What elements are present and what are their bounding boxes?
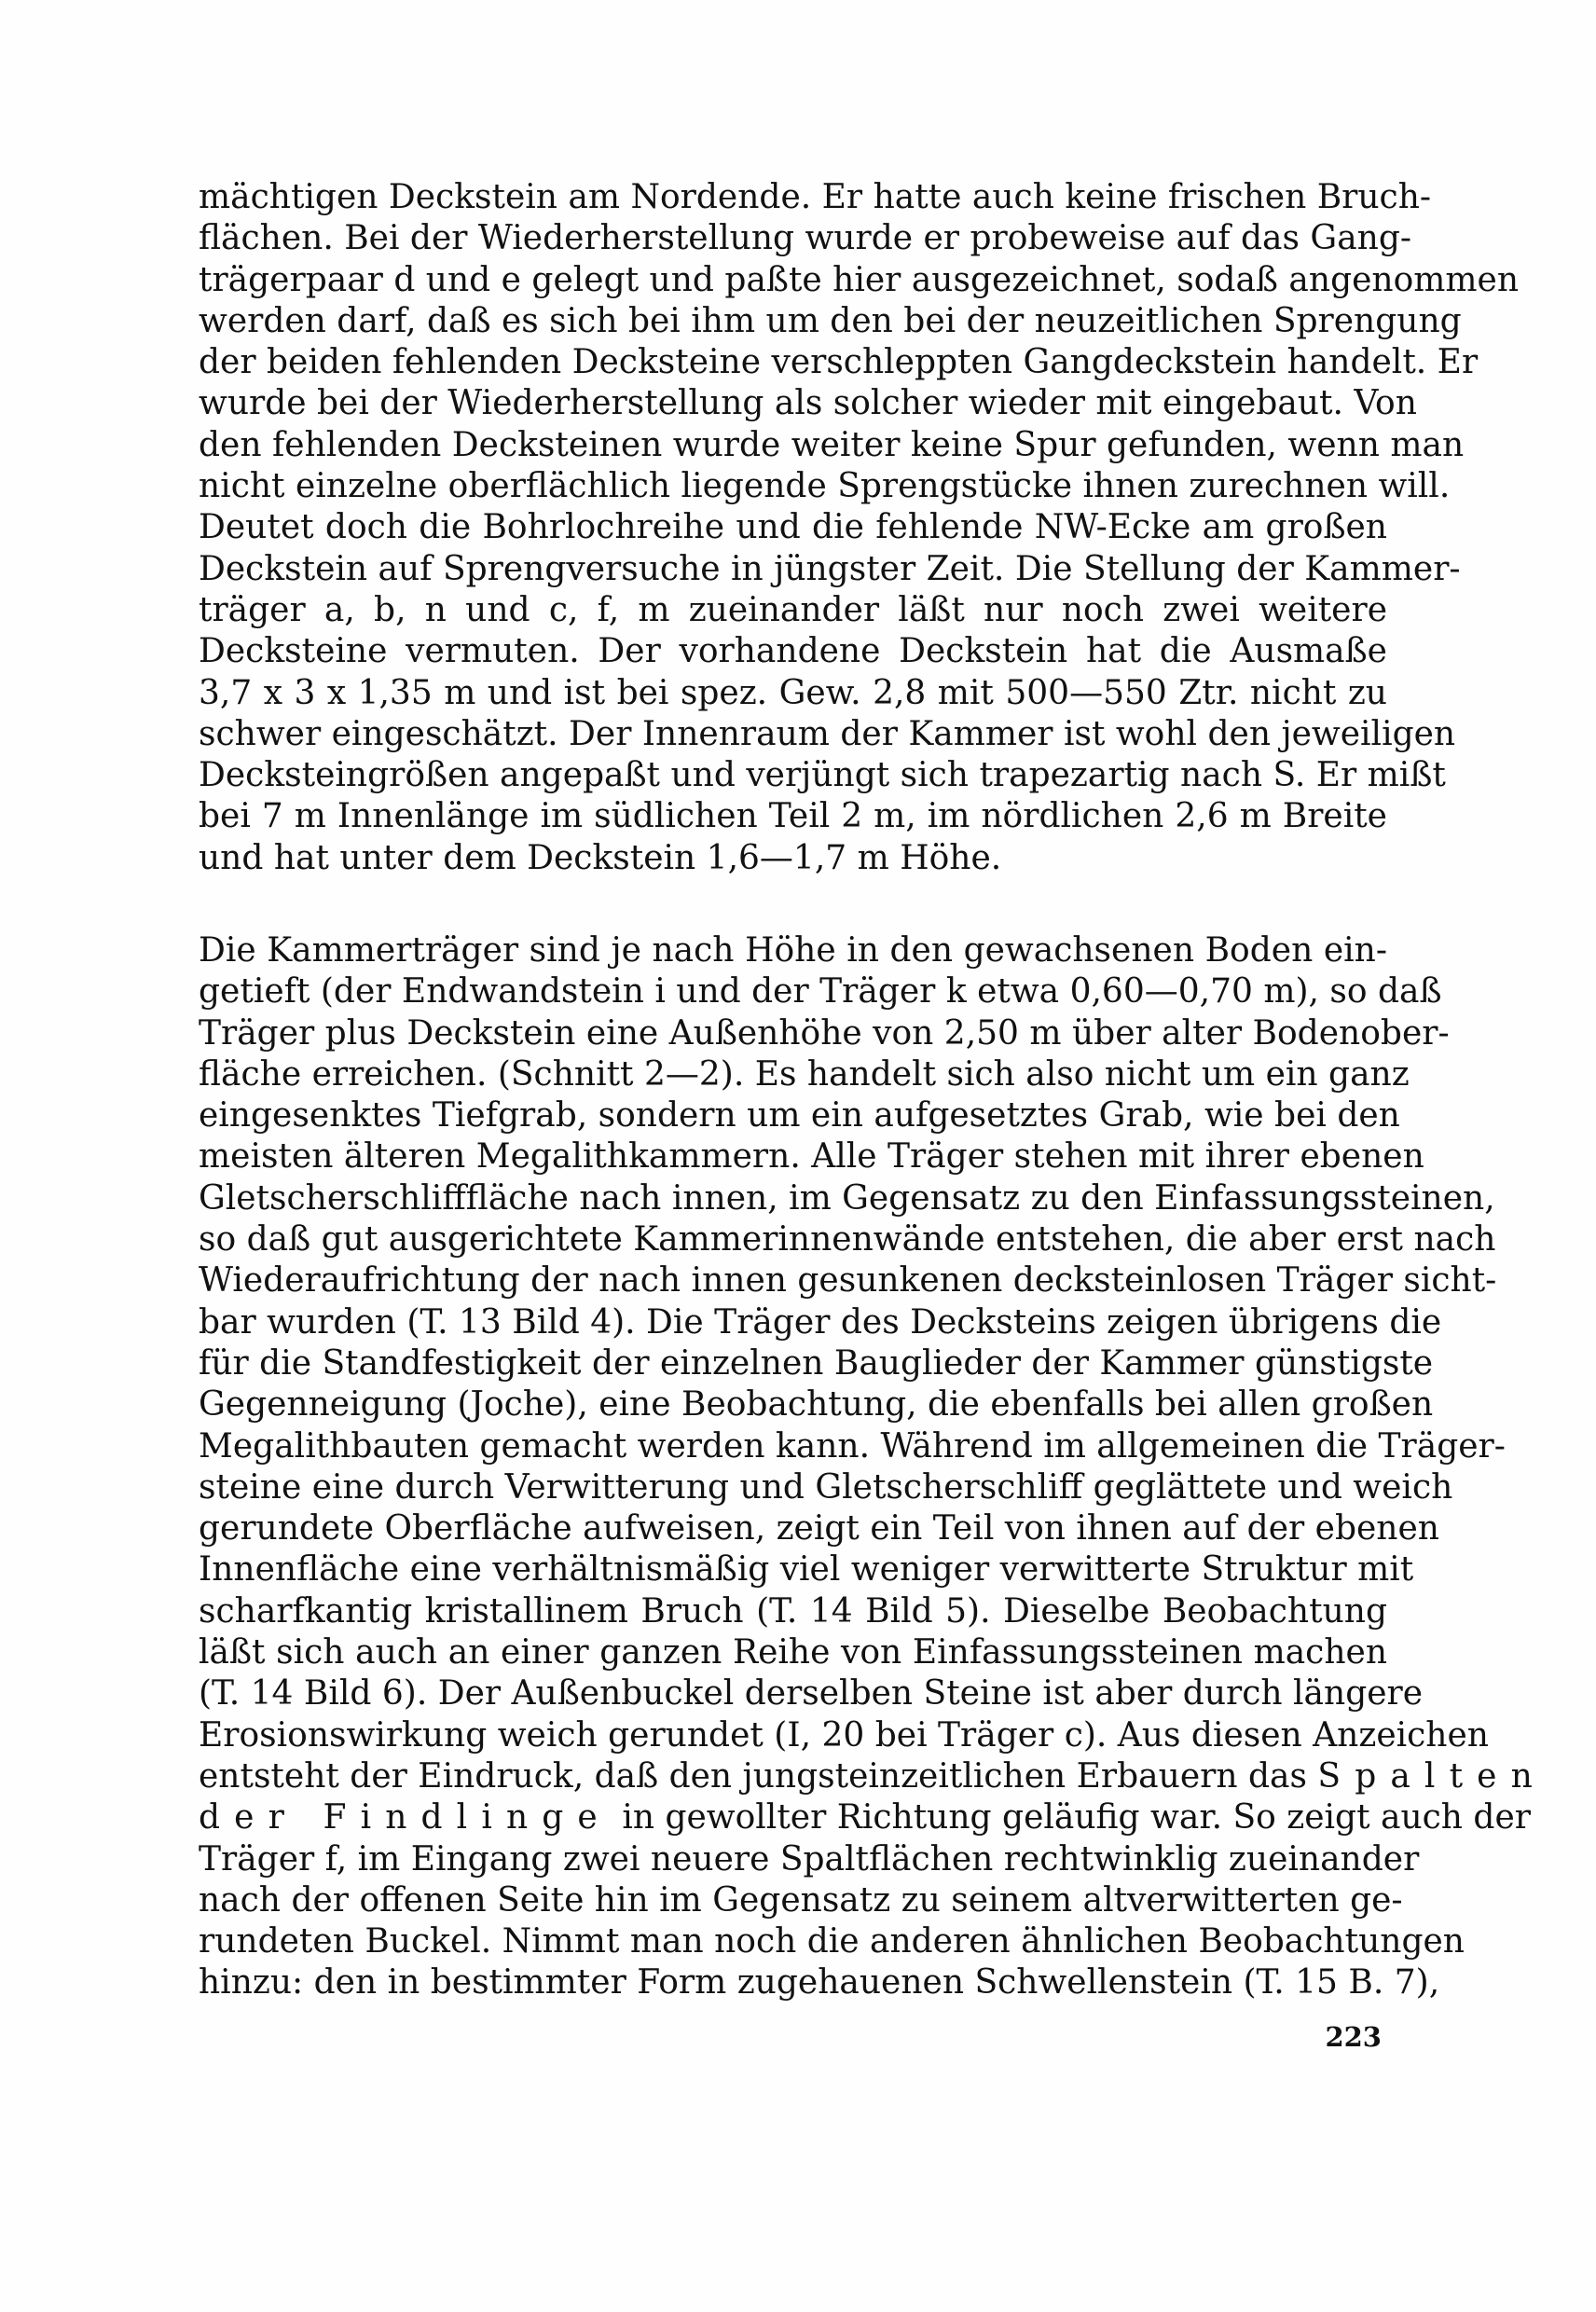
text-line: meisten älteren Megalithkammern. Alle Träger stehen mit ihrer ebenen	[199, 1137, 1424, 1177]
text-line: flächen. Bei der Wiederherstellung wurde er probeweise auf das Gang-	[199, 219, 1412, 258]
text-line: Gletscherschlifffläche nach innen, im Gegensatz zu den Einfassungssteinen,	[199, 1178, 1495, 1218]
text-line: und hat unter dem Deckstein 1,6—1,7 m Höhe.	[199, 838, 1002, 877]
page-number: 223	[1325, 2021, 1382, 2053]
text-line	[199, 1756, 1547, 1797]
text-line: Innenfläche eine verhältnismäßig viel weniger verwitterte Struktur mit	[199, 1550, 1414, 1590]
text-line: für die Standfestigkeit der einzelnen Bauglieder der Kammer günstigste	[199, 1343, 1434, 1383]
text-line: Die Kammerträger sind je nach Höhe in den gewachsenen Boden ein-	[199, 931, 1387, 970]
text-line: schwer eingeschätzt. Der Innenraum der Kammer ist wohl den jeweiligen	[199, 714, 1456, 753]
text-line: rundeten Buckel. Nimmt man noch die anderen ähnlichen Beobachtungen	[199, 1922, 1465, 1961]
text-line: Träger f, im Eingang zwei neuere Spaltflächen rechtwinklig zueinander	[199, 1839, 1420, 1878]
text-line: hinzu: den in bestimmter Form zugehauenen Schwellenstein (T. 15 B. 7),	[199, 1963, 1440, 2002]
text-line: bei 7 m Innenlänge im südlichen Teil 2 m, im nördlichen 2,6 m Breite	[199, 797, 1387, 836]
text-line: Träger plus Deckstein eine Außenhöhe von 2,50 m über alter Bodenober-	[199, 1013, 1450, 1053]
text-segment: entsteht der Eindruck, daß den jungsteinzeitlichen Erbauern das	[199, 1756, 1307, 1796]
text-line: getieft (der Endwandstein i und der Träger k etwa 0,60—0,70 m), so daß	[199, 972, 1442, 1012]
text-line: nicht einzelne oberflächlich liegende Sprengstücke ihnen zurechnen will.	[199, 467, 1451, 506]
spaced-emphasis: Spalten	[1317, 1756, 1547, 1796]
text-segment: in gewollter Richtung geläufig war. So zeigt auch der	[622, 1798, 1531, 1837]
text-line: mächtigen Deckstein am Nordende. Er hatte auch keine frischen Bruch-	[199, 178, 1432, 216]
text-line	[199, 1797, 1531, 1838]
text-line: nach der offenen Seite hin im Gegensatz zu seinem altverwitterten ge-	[199, 1880, 1403, 1920]
text-line: träger a, b, n und c, f, m zueinander läßt nur noch zwei weitere	[199, 590, 1387, 629]
text-line: Deckstein auf Sprengversuche in jüngster Zeit. Die Stellung der Kammer-	[199, 549, 1461, 588]
paragraph-1	[199, 177, 1520, 879]
spaced-emphasis: der Findlinge	[199, 1798, 612, 1837]
text-line: Wiederaufrichtung der nach innen gesunkenen decksteinlosen Träger sicht-	[199, 1261, 1497, 1300]
text-line: gerundete Oberfläche aufweisen, zeigt ein Teil von ihnen auf der ebenen	[199, 1509, 1439, 1548]
text-line: 3,7 x 3 x 1,35 m und ist bei spez. Gew. 2,8 mit 500—550 Ztr. nicht zu	[199, 673, 1387, 712]
text-line: (T. 14 Bild 6). Der Außenbuckel derselben Steine ist aber durch längere	[199, 1674, 1424, 1713]
text-line: Decksteine vermuten. Der vorhandene Deckstein hat die Ausmaße	[199, 632, 1387, 671]
text-line: werden darf, daß es sich bei ihm um den bei der neuzeitlichen Sprengung	[199, 301, 1462, 340]
text-line: so daß gut ausgerichtete Kammerinnenwände entstehen, die aber erst nach	[199, 1220, 1496, 1259]
text-line: Gegenneigung (Joche), eine Beobachtung, die ebenfalls bei allen großen	[199, 1385, 1434, 1424]
text-line: Megalithbauten gemacht werden kann. Während im allgemeinen die Träger-	[199, 1426, 1506, 1466]
paragraph-2	[199, 930, 1547, 2004]
text-line: fläche erreichen. (Schnitt 2—2). Es handelt sich also nicht um ein ganz	[199, 1054, 1410, 1094]
text-line: der beiden fehlenden Decksteine verschleppten Gangdeckstein handelt. Er	[199, 343, 1479, 382]
text-line: Erosionswirkung weich gerundet (I, 20 bei Träger c). Aus diesen Anzeichen	[199, 1715, 1489, 1755]
text-line: den fehlenden Decksteinen wurde weiter keine Spur gefunden, wenn man	[199, 425, 1465, 464]
text-line: bar wurden (T. 13 Bild 4). Die Träger des Decksteins zeigen übrigens die	[199, 1302, 1442, 1342]
text-line: steine eine durch Verwitterung und Gletscherschliff geglättete und weich	[199, 1467, 1453, 1507]
text-line: Decksteingrößen angepaßt und verjüngt sich trapezartig nach S. Er mißt	[199, 756, 1446, 795]
text-line: trägerpaar d und e gelegt und paßte hier ausgezeichnet, sodaß angenommen	[199, 260, 1520, 299]
text-line: eingesenktes Tiefgrab, sondern um ein aufgesetztes Grab, wie bei den	[199, 1096, 1400, 1135]
text-line: läßt sich auch an einer ganzen Reihe von Einfassungssteinen machen	[199, 1633, 1387, 1672]
text-line: Deutet doch die Bohrlochreihe und die fehlende NW-Ecke am großen	[199, 508, 1387, 547]
text-line: scharfkantig kristallinem Bruch (T. 14 Bild 5). Dieselbe Beobachtung	[199, 1591, 1387, 1631]
text-line: wurde bei der Wiederherstellung als solcher wieder mit eingebaut. Von	[199, 384, 1417, 423]
